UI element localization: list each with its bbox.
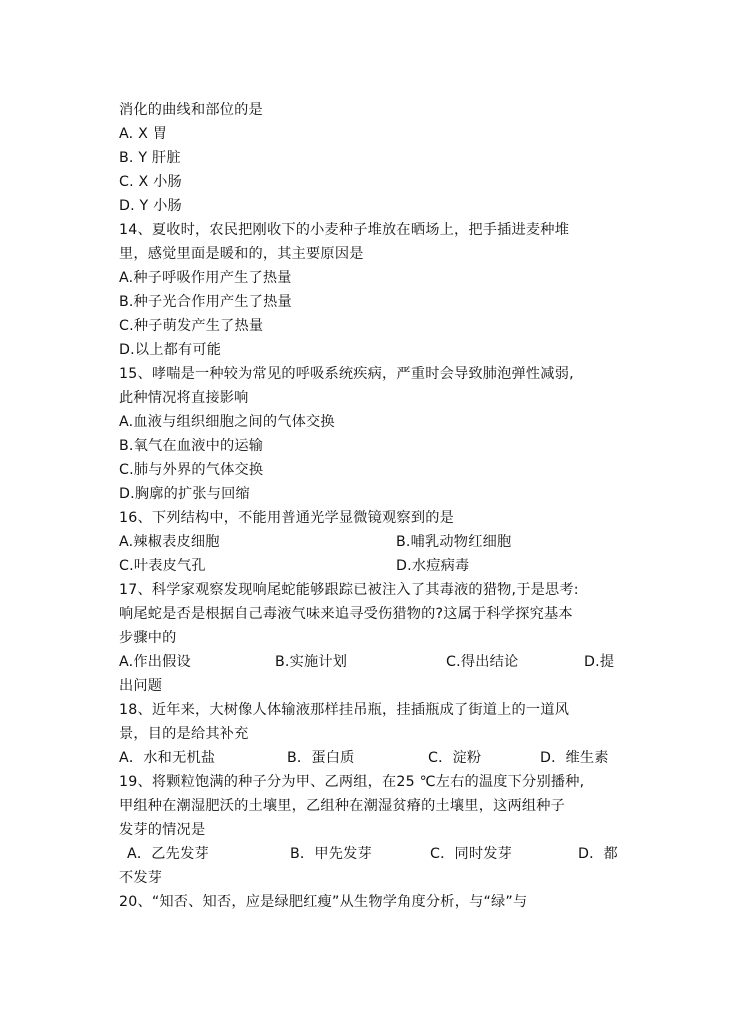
q18-stem-cont: 景，目的是给其补充: [119, 726, 249, 742]
q17-option-a: A.作出假设: [119, 654, 191, 670]
q18-options-row: [119, 746, 625, 770]
q17-option-b: B.实施计划: [275, 654, 348, 670]
q19-option-d: D．都: [578, 846, 618, 862]
q17-option-c: C.得出结论: [446, 654, 519, 670]
q13-option-d: D. Y 小肠: [119, 198, 182, 214]
q18-option-a: A．水和无机盐: [119, 750, 216, 766]
q20-stem: 20、“知否、知否，应是绿肥红瘦”从生物学角度分析，与“绿”与: [119, 894, 528, 910]
q19-option-a: A．乙先发芽: [127, 846, 209, 862]
text-line: 消化的曲线和部位的是: [119, 102, 263, 118]
q19-stem: 19、将颗粒饱满的种子分为甲、乙两组，在25 ℃左右的温度下分别播种,: [119, 774, 585, 790]
q17-stem-cont: 响尾蛇是否是根据自己毒液气味来追寻受伤猎物的?这属于科学探究基本: [119, 606, 573, 622]
q16-option-c: C.叶表皮气孔: [119, 558, 206, 574]
q16-options-row-2: [119, 554, 625, 578]
q13-option-a: A. X 胃: [119, 126, 168, 142]
q14-option-b: B.种子光合作用产生了热量: [119, 294, 292, 310]
q14-option-d: D.以上都有可能: [119, 342, 222, 358]
q16-option-b: B.哺乳动物红细胞: [396, 534, 512, 550]
q19-options-row: [119, 842, 625, 866]
q14-option-a: A.种子呼吸作用产生了热量: [119, 270, 292, 286]
q19-option-c: C．同时发芽: [430, 846, 513, 862]
q17-stem-cont-2: 步骤中的: [119, 630, 177, 646]
q15-stem-cont: 此种情况将直接影响: [119, 390, 249, 406]
q18-option-c: C．淀粉: [428, 750, 482, 766]
q19-option-b: B．甲先发芽: [290, 846, 372, 862]
q15-stem: 15、哮喘是一种较为常见的呼吸系统疾病，严重时会导致肺泡弹性减弱,: [119, 366, 574, 382]
q14-stem: 14、夏收时，农民把刚收下的小麦种子堆放在晒场上，把手插进麦种堆: [119, 222, 570, 238]
q18-option-b: B．蛋白质: [287, 750, 355, 766]
q17-option-d-cont: 出问题: [119, 678, 163, 694]
q15-option-a: A.血液与组织细胞之间的气体交换: [119, 414, 335, 430]
q16-stem: 16、下列结构中，不能用普通光学显微镜观察到的是: [119, 510, 454, 526]
q16-options-row-1: [119, 530, 625, 554]
q19-option-d-cont: 不发芽: [119, 870, 163, 886]
q15-option-d: D.胸廓的扩张与回缩: [119, 486, 250, 502]
q17-options-row: [119, 650, 625, 674]
q17-option-d: D.提: [584, 654, 615, 670]
q13-option-b: B. Y 肝脏: [119, 150, 181, 166]
q16-option-d: D.水痘病毒: [396, 558, 470, 574]
q15-option-c: C.肺与外界的气体交换: [119, 462, 264, 478]
q17-stem: 17、科学家观察发现响尾蛇能够跟踪已被注入了其毒液的猎物,于是思考:: [119, 582, 579, 598]
q14-stem-cont: 里，感觉里面是暖和的，其主要原因是: [119, 246, 364, 262]
q13-option-c: C. X 小肠: [119, 174, 182, 190]
document-page: [119, 98, 625, 914]
q14-option-c: C.种子萌发产生了热量: [119, 318, 264, 334]
q15-option-b: B.氧气在血液中的运输: [119, 438, 264, 454]
q18-stem: 18、近年来，大树像人体输液那样挂吊瓶，挂插瓶成了街道上的一道风: [119, 702, 570, 718]
q19-stem-cont-2: 发芽的情况是: [119, 822, 206, 838]
q18-option-d: D．维生素: [540, 750, 609, 766]
q19-stem-cont: 甲组种在潮湿肥沃的土壤里，乙组种在潮湿贫瘠的土壤里，这两组种子: [119, 798, 566, 814]
q16-option-a: A.辣椒表皮细胞: [119, 534, 220, 550]
